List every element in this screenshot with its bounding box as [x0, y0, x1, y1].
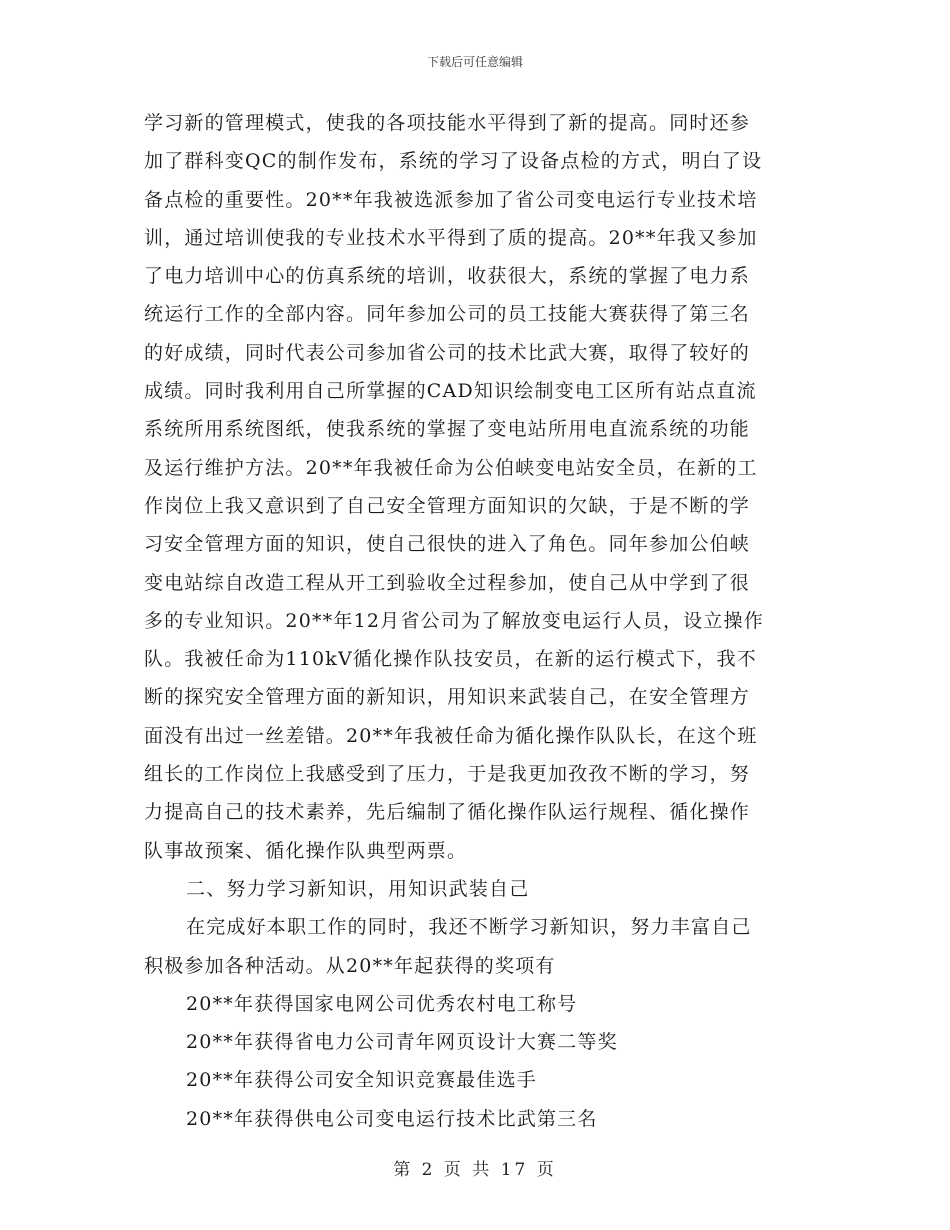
section-paragraph-line: 在完成好本职工作的同时，我还不断学习新知识，努力丰富自己: [186, 916, 752, 939]
body-line: 成绩。同时我利用自己所掌握的CAD知识绘制变电工区所有站点直流: [144, 380, 757, 403]
body-line: 系统所用系统图纸，使我系统的掌握了变电站所用电直流系统的功能: [144, 418, 751, 441]
body-line: 队。我被任命为110kV循化操作队技安员，在新的运行模式下，我不: [144, 648, 757, 671]
body-line: 备点检的重要性。20**年我被选派参加了省公司变电运行专业技术培: [144, 188, 758, 211]
body-line: 学习新的管理模式，使我的各项技能水平得到了新的提高。同时还参: [144, 112, 751, 134]
body-line: 面没有出过一丝差错。20**年我被任命为循化操作队队长，在这个班: [144, 724, 758, 747]
body-line: 习安全管理方面的知识，使自己很快的进入了角色。同年参加公伯峡: [144, 533, 751, 556]
body-line: 组长的工作岗位上我感受到了压力，于是我更加孜孜不断的学习，努: [144, 763, 751, 786]
body-line: 队事故预案、循化操作队典型两票。: [144, 839, 468, 862]
award-item: 20**年获得省电力公司青年网页设计大赛二等奖: [186, 1031, 618, 1054]
page-header: 下载后可任意编辑: [426, 55, 523, 69]
body-line: 训，通过培训使我的专业技术水平得到了质的提高。20**年我又参加: [144, 226, 758, 249]
award-item: 20**年获得供电公司变电运行技术比武第三名: [186, 1107, 598, 1130]
body-line: 断的探究安全管理方面的新知识，用知识来武装自己，在安全管理方: [144, 686, 751, 709]
document-body: [144, 104, 804, 1138]
award-item: 20**年获得国家电网公司优秀农村电工称号: [186, 992, 578, 1015]
section-heading: 二、努力学习新知识，用知识武装自己: [186, 877, 530, 900]
body-line: 多的专业知识。20**年12月省公司为了解放变电运行人员，设立操作: [144, 609, 764, 632]
section-paragraph-line: 积极参加各种活动。从20**年起获得的奖项有: [144, 954, 556, 977]
body-line: 了电力培训中心的仿真系统的培训，收获很大，系统的掌握了电力系: [144, 265, 751, 288]
body-line: 变电站综自改造工程从开工到验收全过程参加，使自己从中学到了很: [144, 571, 751, 594]
body-line: 加了群科变QC的制作发布，系统的学习了设备点检的方式，明白了设: [144, 150, 763, 173]
body-line: 的好成绩，同时代表公司参加省公司的技术比武大赛，取得了较好的: [144, 341, 751, 364]
award-item: 20**年获得公司安全知识竞赛最佳选手: [186, 1069, 537, 1092]
page-number: 第 2 页 共 17 页: [393, 1160, 557, 1180]
body-line: 作岗位上我又意识到了自己安全管理方面知识的欠缺，于是不断的学: [144, 494, 751, 517]
body-line: 及运行维护方法。20**年我被任命为公伯峡变电站安全员，在新的工: [144, 456, 758, 479]
body-line: 统运行工作的全部内容。同年参加公司的员工技能大赛获得了第三名: [144, 303, 751, 326]
body-line: 力提高自己的技术素养，先后编制了循化操作队运行规程、循化操作: [144, 801, 751, 824]
